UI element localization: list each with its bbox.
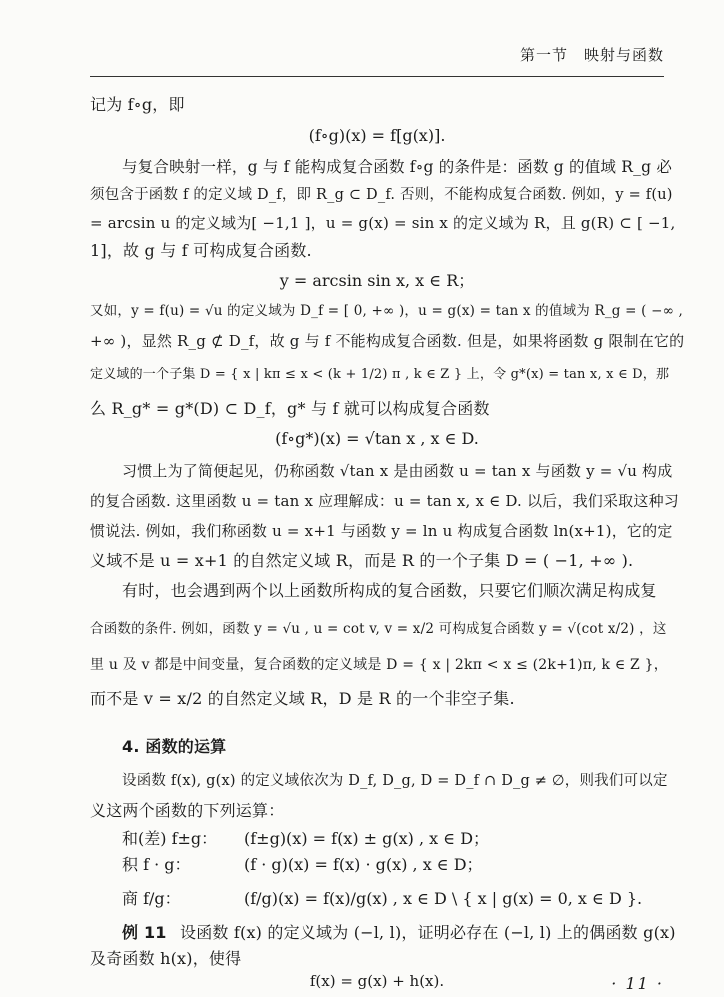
text-line: 定义域的一个子集 D = { x | kπ ≤ x < (k + 1/2) π , k ∈ Z } 上，令 g*(x) = tan x, x ∈ D，那 [90,367,670,382]
operation-label: 商 f/g： [122,889,181,908]
text-line: 有时，也会遇到两个以上函数所构成的复合函数，只要它们顺次满足构成复 [122,581,657,600]
text-line: 及奇函数 h(x)，使得 [90,949,242,968]
text-line: 的复合函数. 这里函数 u = tan x 应理解成：u = tan x, x ∈ D. 以后，我们采取这种习 [90,492,679,510]
example-text: 设函数 f(x) 的定义域为 (−l, l)，证明必存在 (−l, l) 上的偶函数 g(x) [180,923,676,942]
page-number: · 11 · [611,974,664,993]
text-line: 义域不是 u = x+1 的自然定义域 R，而是 R 的一个子集 D = ( −1, +∞ ). [90,551,634,570]
operation-label: 和(差) f±g： [122,829,218,848]
operation-formula: (f±g)(x) = f(x) ± g(x) , x ∈ D； [244,829,490,848]
example-label: 例 11 [122,923,167,942]
text-line: 与复合映射一样，g 与 f 能构成复合函数 f∘g 的条件是：函数 g 的值域 R_g 必 [122,158,673,176]
text-line: = arcsin u 的定义域为[ −1,1 ]，u = g(x) = sin x 的定义域为 R，且 g(R) ⊂ [ −1, [90,214,676,232]
operation-label: 积 f · g： [122,855,191,874]
header-rule [90,76,664,77]
text-line: 记为 f∘g，即 [90,95,185,114]
text-line: 1]，故 g 与 f 可构成复合函数. [90,241,312,260]
text-line: 义这两个函数的下列运算： [90,801,285,820]
text-line: 设函数 f(x), g(x) 的定义域依次为 D_f, D_g, D = D_f ∩ D_g ≠ ∅，则我们可以定 [122,773,668,789]
formula-line: f(x) = g(x) + h(x). [309,972,445,990]
text-line: 惯说法. 例如，我们称函数 u = x+1 与函数 y = ln u 构成复合函数 ln(x+1)，它的定 [90,522,673,540]
text-line: 又如，y = f(u) = √u 的定义域为 D_f = [ 0, +∞ )，u = g(x) = tan x 的值域为 R_g = ( −∞ , [90,303,684,319]
text-line: 而不是 v = x/2 的自然定义域 R，D 是 R 的一个非空子集. [90,689,515,708]
operation-formula: (f/g)(x) = f(x)/g(x) , x ∈ D \ { x | g(x) = 0, x ∈ D }. [244,889,643,908]
text-line: 合函数的条件. 例如，函数 y = √u , u = cot v, v = x/2 可构成复合函数 y = √(cot x/2) ，这 [90,621,667,637]
text-line: 么 R_g* = g*(D) ⊂ D_f，g* 与 f 就可以构成复合函数 [90,399,490,418]
formula-line: y = arcsin sin x, x ∈ R； [279,271,475,290]
text-line: 里 u 及 v 都是中间变量，复合函数的定义域是 D = { x | 2kπ < x ≤ (2k+1)π, k ∈ Z }， [90,657,668,673]
section-heading: 4. 函数的运算 [122,737,227,756]
text-line: +∞ )，显然 R_g ⊄ D_f，故 g 与 f 不能构成复合函数. 但是，如果将函数 g 限制在它的 [90,332,685,350]
text-line: 须包含于函数 f 的定义域 D_f，即 R_g ⊂ D_f. 否则，不能构成复合函数. 例如，y = f(u) [90,187,673,203]
text-line: 习惯上为了简便起见，仍称函数 √tan x 是由函数 u = tan x 与函数 y = √u 构成 [122,462,673,480]
running-header: 第一节 映射与函数 [519,46,664,64]
operation-formula: (f · g)(x) = f(x) · g(x) , x ∈ D； [244,855,483,874]
formula-line: (f∘g*)(x) = √tan x , x ∈ D. [275,429,479,448]
formula-line: (f∘g)(x) = f[g(x)]. [308,126,446,145]
